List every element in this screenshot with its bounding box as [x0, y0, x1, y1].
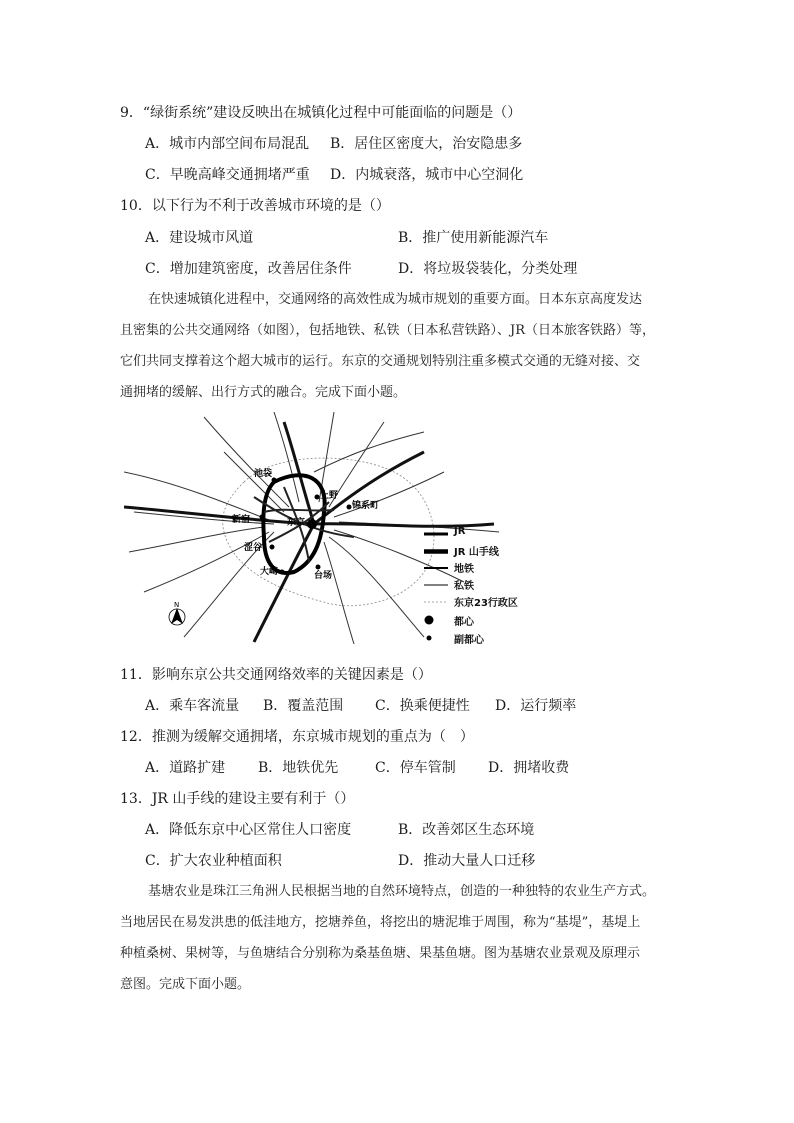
label-osaki: 大崎	[260, 567, 279, 577]
subcenter-marker-ikebukuro	[272, 478, 277, 483]
legend-item-yamanote	[424, 543, 534, 557]
q9-stem: 9．“绿街系统”建设反映出在城镇化过程中可能面临的问题是（）	[120, 105, 522, 121]
q10-option-d: D．将垃圾袋装化，分类处理	[398, 261, 578, 277]
passage1-line-4: 通拥堵的缓解、出行方式的融合。完成下面小题。	[120, 385, 407, 400]
q12-option-c: C．停车管制	[375, 760, 456, 776]
label-kinshicho: 锦系町	[352, 501, 380, 511]
legend-subcenter-label: 副都心	[454, 635, 484, 646]
legend-center-label: 都心	[454, 617, 474, 628]
q11-option-d: D．运行频率	[495, 698, 577, 714]
subcenter-marker-odaiba	[316, 565, 321, 570]
q12-option-b: B．地铁优先	[258, 760, 339, 776]
legend-item-wards	[424, 594, 534, 608]
legend-item-subway	[424, 560, 534, 574]
q9-option-b: B．居住区密度大，治安隐患多	[330, 136, 523, 152]
passage2-line-2: 当地居民在易发洪患的低洼地方，挖塘养鱼，将挖出的塘泥堆于周围，称为“基堤”，基堤上	[120, 915, 641, 930]
legend-item-private	[424, 577, 534, 591]
label-tokyo: 东京	[287, 518, 306, 528]
subcenter-marker-kinshicho	[347, 505, 352, 510]
q12-option-d: D．拥堵收费	[488, 760, 570, 776]
legend-subway-label: 地铁	[454, 564, 474, 575]
q9-option-a: A．城市内部空间布局混乱	[145, 136, 310, 152]
map-legend	[424, 526, 534, 650]
label-odaiba: 台场	[314, 571, 333, 581]
legend-wards-label: 东京23行政区	[454, 598, 518, 609]
q13-option-c: C．扩大农业种植面积	[145, 853, 282, 869]
subcenter-marker-shinjuku	[260, 515, 265, 520]
label-ueno: 上野	[320, 491, 339, 501]
passage2-line-1: 基塘农业是珠江三角洲人民根据当地的自然环境特点，创造的一种独特的农业生产方式。	[148, 884, 656, 899]
q13-option-b: B．改善郊区生态环境	[398, 822, 535, 838]
q10-option-b: B．推广使用新能源汽车	[398, 230, 549, 246]
subcenter-marker-ueno	[315, 495, 320, 500]
label-ikebukuro: 池袋	[254, 469, 273, 479]
q13-stem: 13．JR 山手线的建设主要有利于（）	[120, 791, 355, 807]
legend-item-jr	[424, 526, 534, 540]
q10-stem: 10．以下行为不利于改善城市环境的是（）	[120, 198, 390, 214]
north-arrow-icon	[169, 601, 185, 625]
passage1-line-1: 在快速城镇化进程中，交通网络的高效性成为城市规划的重要方面。日本东京高度发达	[148, 292, 643, 307]
passage1-line-2: 且密集的公共交通网络（如图），包括地铁、私铁（日本私营铁路）、JR（日本旅客铁路）等，	[120, 323, 656, 338]
legend-item-center	[424, 613, 534, 627]
q12-option-a: A．道路扩建	[145, 760, 226, 776]
passage1-line-3: 它们共同支撑着这个超大城市的运行。东京的交通规划特别注重多模式交通的无缝对接、交	[120, 354, 641, 369]
subcenter-marker-shibuya	[270, 545, 275, 550]
label-shinjuku: 新宿	[232, 515, 251, 525]
north-label: N	[174, 601, 180, 609]
passage2-line-4: 意图。完成下面小题。	[120, 977, 251, 992]
q10-option-c: C．增加建筑密度，改善居住条件	[145, 261, 352, 277]
legend-item-subcenter	[424, 631, 534, 645]
subcenter-marker-osaki	[280, 570, 285, 575]
q11-option-c: C．换乘便捷性	[375, 698, 470, 714]
q12-stem: 12．推测为缓解交通拥堵，东京城市规划的重点为（ ）	[120, 729, 474, 745]
passage2-line-3: 种植桑树、果树等，与鱼塘结合分别称为桑基鱼塘、果基鱼塘。图为基塘农业景观及原理示	[120, 946, 641, 961]
q10-option-a: A．建设城市风道	[145, 230, 254, 246]
legend-private-label: 私铁	[454, 581, 474, 592]
q13-option-d: D．推动大量人口迁移	[398, 853, 536, 869]
city-center-marker	[307, 519, 317, 529]
q9-option-c: C．早晚高峰交通拥堵严重	[145, 167, 310, 183]
q11-option-a: A．乘车客流量	[145, 698, 240, 714]
label-shibuya: 涩谷	[244, 543, 263, 553]
q13-option-a: A．降低东京中心区常住人口密度	[145, 822, 352, 838]
q11-option-b: B．覆盖范围	[263, 698, 344, 714]
q11-stem: 11．影响东京公共交通网络效率的关键因素是（）	[120, 667, 432, 683]
q9-option-d: D．内城衰落，城市中心空洞化	[330, 167, 524, 183]
legend-jr-label: JR	[454, 526, 466, 537]
legend-yamanote-label: JR 山手线	[454, 547, 499, 558]
